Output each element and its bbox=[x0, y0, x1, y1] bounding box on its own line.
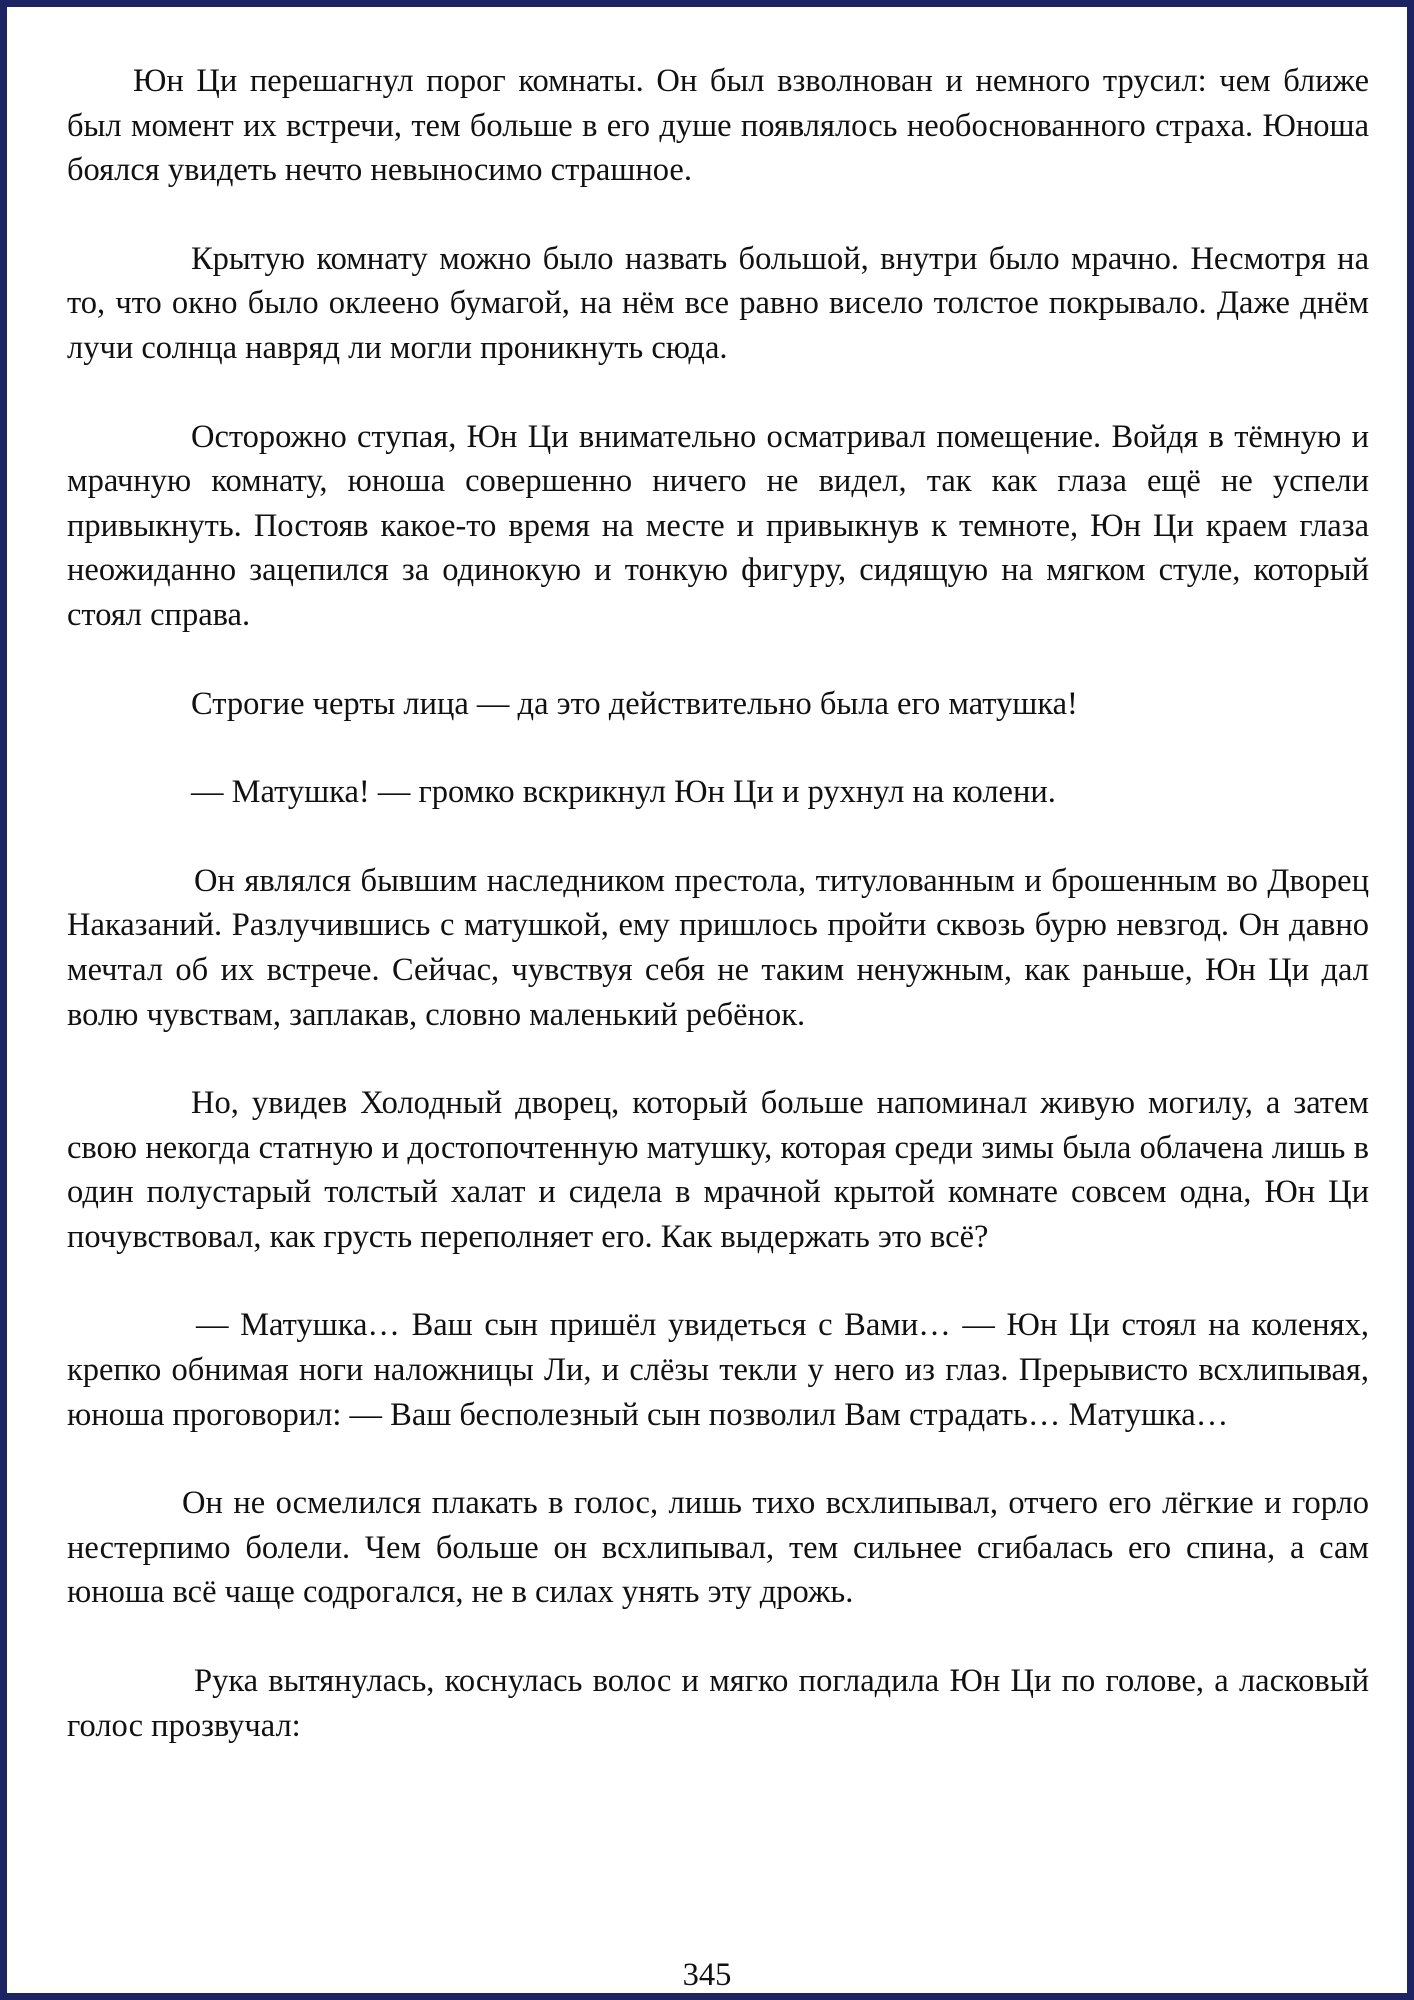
paragraph-4: Строгие черты лица — да это действительно была его матушка! bbox=[191, 685, 1078, 722]
paragraph-9: Он не осмелился плакать в голос, лишь тихо всхлипывал, отчего его лёгкие и горло нестерпимо болели. Чем больше он всхлипывал, тем сильнее сгибалась его спина, а сам юноша всё чаще содрогался, не в силах унять эту дрожь. bbox=[67, 1485, 1369, 1611]
paragraph-10: Рука вытянулась, коснулась волос и мягко погладила Юн Ци по голове, а ласковый голос прозвучал: bbox=[67, 1663, 1369, 1744]
paragraph-1: Юн Ци перешагнул порог комнаты. Он был взволнован и немного трусил: чем ближе был момент их встречи, тем больше в его душе появлялось необоснованного страха. Юноша боялся увидеть нечто невыносимо страшное. bbox=[67, 63, 1369, 189]
text-column bbox=[67, 59, 1369, 1748]
paragraph-8: — Матушка… Ваш сын пришёл увидеться с Вами… — Юн Ци стоял на коленях, крепко обнимая ноги наложницы Ли, и слёзы текли у него из глаз. Прерывисто всхлипывая, юноша проговорил: — Ваш бесполезный сын позволил Вам страдать… Матушка… bbox=[67, 1307, 1369, 1433]
paragraph-6: Он являлся бывшим наследником престола, титулованным и брошенным во Дворец Наказаний. Разлучившись с матушкой, ему пришлось пройти сквозь бурю невзгод. Он давно мечтал об их встрече. Сейчас, чувствуя себя не таким ненужным, как раньше, Юн Ци дал волю чувствам, заплакав, словно маленький ребёнок. bbox=[67, 862, 1369, 1033]
paragraph-5: — Матушка! — громко вскрикнул Юн Ци и рухнул на колени. bbox=[191, 774, 1056, 811]
page-number: 345 bbox=[682, 1957, 732, 1993]
paragraph-2: Крытую комнату можно было назвать большой, внутри было мрачно. Несмотря на то, что окно было оклеено бумагой, на нём все равно висело толстое покрывало. Даже днём лучи солнца навряд ли могли проникнуть сюда. bbox=[67, 240, 1369, 366]
paragraph-7: Но, увидев Холодный дворец, который больше напоминал живую могилу, а затем свою некогда статную и достопочтенную матушку, которая среди зимы была облачена лишь в один полустарый толстый халат и сидела в мрачной крытой комнате совсем одна, Юн Ци почувствовал, как грусть переполняет его. Как выдержать это всё? bbox=[67, 1085, 1369, 1255]
paragraph-3: Осторожно ступая, Юн Ци внимательно осматривал помещение. Войдя в тёмную и мрачную комнату, юноша совершенно ничего не видел, так как глаза ещё не успели привыкнуть. Постояв какое-то время на месте и привыкнув к темноте, Юн Ци краем глаза неожиданно зацепился за одинокую и тонкую фигуру, сидящую на мягком стуле, который стоял справа. bbox=[67, 418, 1369, 633]
